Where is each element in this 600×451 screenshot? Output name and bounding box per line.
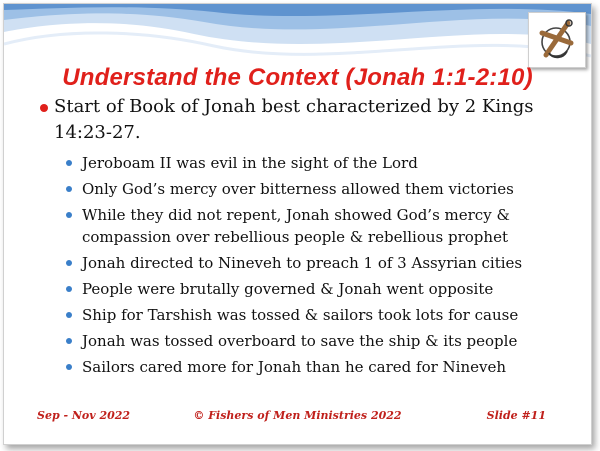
bullet-dot-icon [66, 286, 72, 292]
sub-bullet-text: People were brutally governed & Jonah went opposite [82, 280, 494, 298]
sub-bullet-text: Only God’s mercy over bitterness allowed them victories [82, 180, 514, 198]
sub-bullet-list [66, 152, 566, 382]
main-bullet [40, 94, 560, 146]
bullet-dot-icon [66, 212, 72, 218]
sub-bullet-text: Sailors cared more for Jonah than he cared for Nineveh [82, 358, 507, 376]
sub-bullet-item [66, 204, 566, 248]
cross-anchor-icon [529, 13, 585, 67]
bullet-dot-icon [66, 260, 72, 266]
footer-copyright: © Fishers of Men Ministries 2022 [193, 409, 402, 422]
sub-bullet-text: Ship for Tarshish was tossed & sailors took lots for cause [82, 306, 519, 324]
bullet-dot-icon [66, 160, 72, 166]
sub-bullet-item [66, 304, 566, 326]
sub-bullet-item [66, 252, 566, 274]
bullet-dot-icon [40, 104, 48, 112]
bullet-dot-icon [66, 186, 72, 192]
main-bullet-text: Start of Book of Jonah best characterized by 2 Kings 14:23-27. [54, 96, 534, 143]
sub-bullet-item [66, 278, 566, 300]
bullet-dot-icon [66, 364, 72, 370]
cross-anchor-logo [528, 12, 586, 68]
footer-date: Sep - Nov 2022 [37, 409, 131, 422]
bullet-dot-icon [66, 312, 72, 318]
slide-title: Understand the Context (Jonah 1:1-2:10) [62, 64, 533, 91]
sub-bullet-text: Jeroboam II was evil in the sight of the Lord [82, 154, 418, 172]
sub-bullet-text: While they did not repent, Jonah showed God’s mercy & compassion over rebellious people & rebellious prophet [82, 206, 510, 246]
sub-bullet-item [66, 356, 566, 378]
sub-bullet-item [66, 330, 566, 352]
bullet-dot-icon [66, 338, 72, 344]
sub-bullet-item [66, 178, 566, 200]
footer-slide-number: Slide #11 [486, 409, 546, 422]
sub-bullet-text: Jonah directed to Nineveh to preach 1 of 3 Assyrian cities [82, 254, 523, 272]
slide [3, 3, 592, 445]
sub-bullet-item [66, 152, 566, 174]
sub-bullet-text: Jonah was tossed overboard to save the ship & its people [82, 332, 518, 350]
